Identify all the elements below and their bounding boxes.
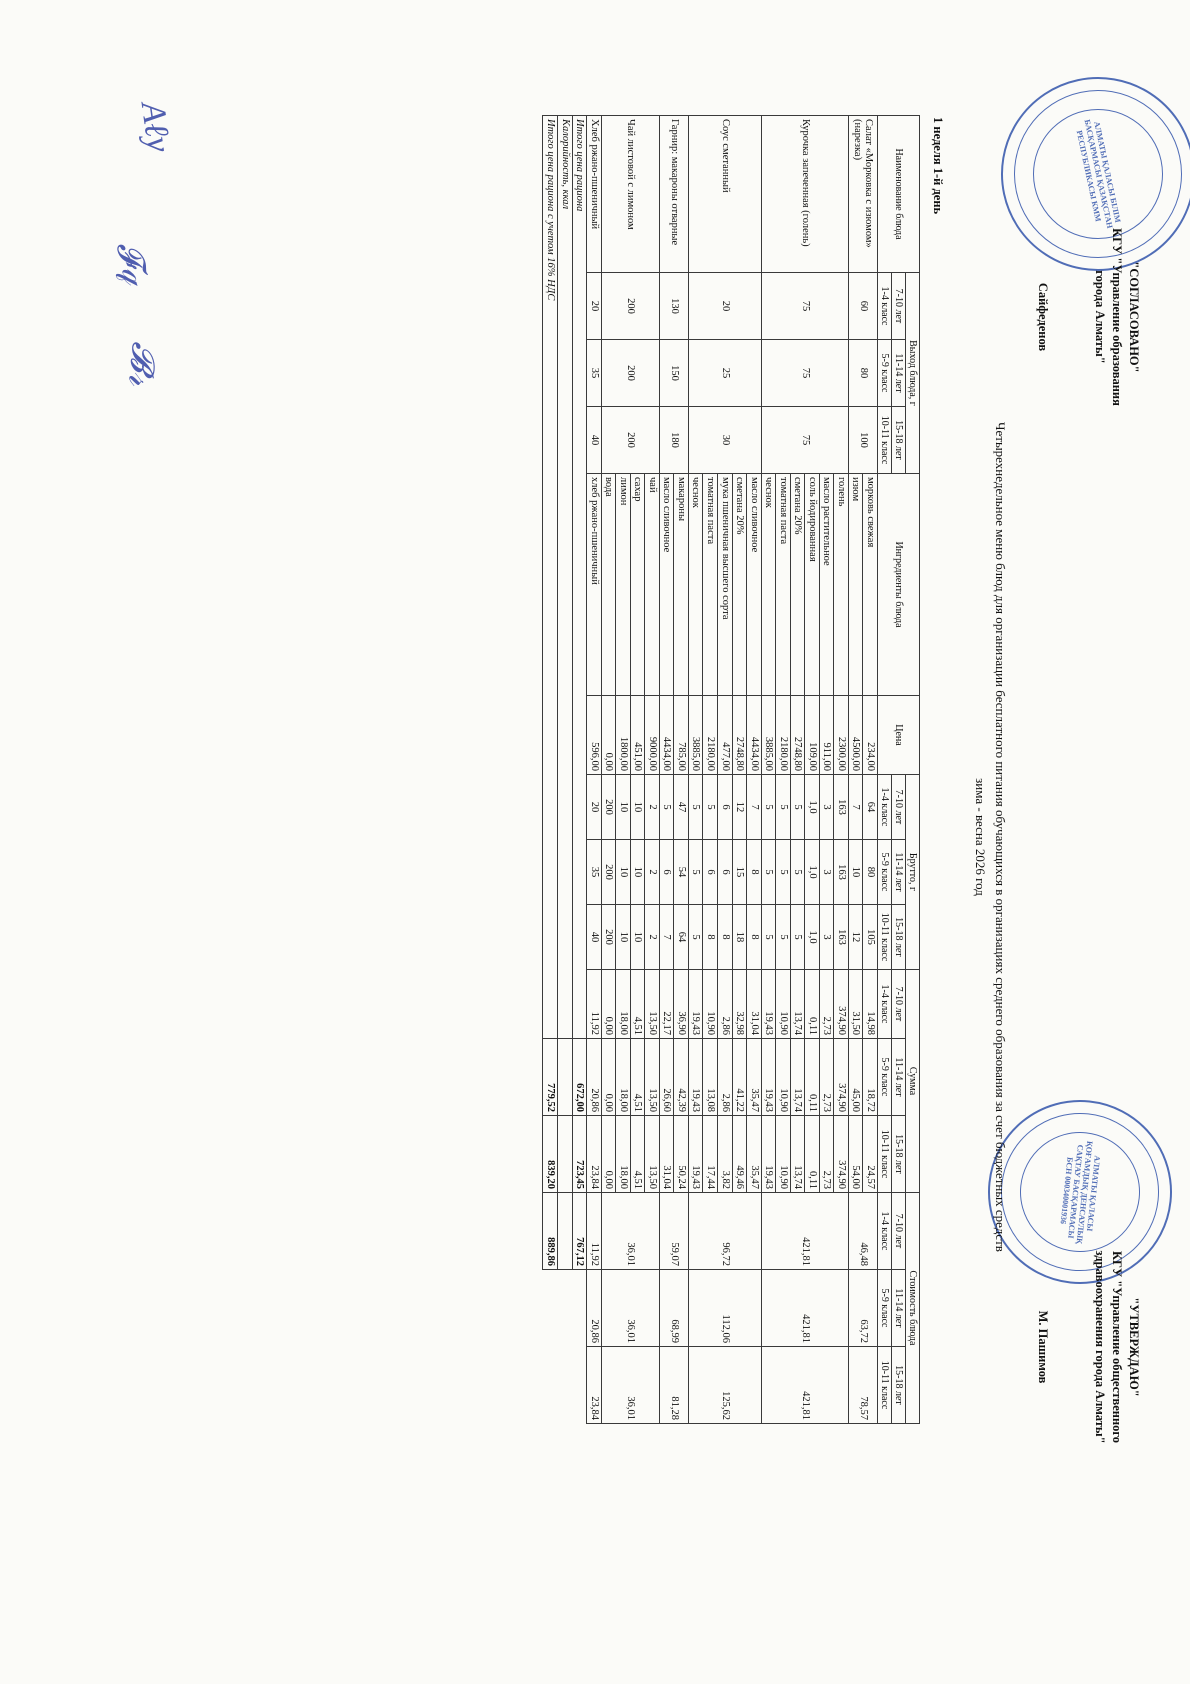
ingredient-sum-cell: 19,43	[688, 1116, 703, 1193]
stamp-text: АЛМАТЫ ҚАЛАСЫ ҚОҒАМДЫҚ ДЕНСАУЛЫҚ САҚТАУ БАСҚАРМАСЫ БСН 000340001936	[1058, 1140, 1103, 1245]
header-sum-group: Сумма	[906, 970, 920, 1193]
dish-name-cell: Соус сметанный	[688, 116, 761, 273]
approval-left-title: "СОГЛАСОВАНО"	[1127, 261, 1141, 373]
ingredient-brutto-cell: 163	[834, 905, 849, 970]
dish-output-cell: 200	[601, 407, 659, 474]
table-total-row	[572, 116, 587, 1424]
ingredient-sum-cell: 2,86	[717, 1039, 732, 1116]
ingredient-sum-cell: 13,74	[790, 1039, 805, 1116]
total-value-cell: 889,86	[543, 1193, 558, 1270]
ingredient-price-cell: 4434,00	[659, 696, 674, 775]
menu-table	[542, 115, 920, 1424]
ingredient-name-cell: изюм	[848, 474, 863, 696]
ingredient-price-cell: 2180,00	[703, 696, 718, 775]
dish-cost-cell: 11,92	[587, 1193, 602, 1270]
approval-right-line1: КГУ "Управление общественного	[1110, 1250, 1125, 1444]
handwritten-signatures	[50, 92, 180, 512]
ingredient-brutto-cell: 5	[688, 905, 703, 970]
ingredient-brutto-cell: 8	[717, 905, 732, 970]
total-value-cell: 723,45	[572, 1116, 587, 1193]
ingredient-sum-cell: 20,86	[587, 1039, 602, 1116]
ingredient-sum-cell: 35,47	[747, 1116, 762, 1193]
header-class-5-9: 5-9 класс	[878, 340, 892, 407]
ingredient-name-cell: чеснок	[761, 474, 776, 696]
header-class-5-9: 5-9 класс	[878, 840, 892, 905]
table-row	[674, 116, 689, 1424]
header-age-15-18: 15-18 лет	[892, 407, 906, 474]
ingredient-sum-cell: 0,11	[805, 1039, 820, 1116]
ingredient-brutto-cell: 2	[645, 905, 660, 970]
ingredient-brutto-cell: 5	[776, 775, 791, 840]
dish-cost-cell: 112,06	[688, 1270, 761, 1347]
ingredient-sum-cell: 42,39	[674, 1039, 689, 1116]
ingredient-brutto-cell: 2	[645, 840, 660, 905]
header-age-15-18: 15-18 лет	[892, 1116, 906, 1193]
ingredient-price-cell: 109,00	[805, 696, 820, 775]
header-class-10-11: 10-11 класс	[878, 407, 892, 474]
document-title-line1: Четырехнедельное меню блюд для организации бесплатного питания обучающихся в организациях среднего образования за счет бюджетных средств	[993, 422, 1008, 1252]
dish-output-cell: 80	[848, 340, 877, 407]
total-label-cell: Итого цена рациона с учетом 16% НДС	[543, 116, 558, 1039]
ingredient-name-cell: томатная паста	[776, 474, 791, 696]
approval-block-right	[1035, 1167, 1143, 1527]
dish-cost-cell: 63,72	[848, 1270, 877, 1347]
dish-name-cell: Курочка запеченная (голень)	[761, 116, 848, 273]
ingredient-brutto-cell: 20	[587, 775, 602, 840]
ingredient-price-cell: 2748,80	[790, 696, 805, 775]
ingredient-brutto-cell: 5	[703, 775, 718, 840]
ingredient-sum-cell: 13,08	[703, 1039, 718, 1116]
ingredient-name-cell: хлеб ржано-пшеничный	[587, 474, 602, 696]
ingredient-sum-cell: 54,00	[848, 1116, 863, 1193]
dish-cost-cell: 125,62	[688, 1347, 761, 1424]
table-row	[834, 116, 849, 1424]
ingredient-brutto-cell: 54	[674, 840, 689, 905]
ingredient-price-cell: 0,00	[601, 696, 616, 775]
dish-output-cell: 130	[659, 273, 688, 340]
ingredient-sum-cell: 2,86	[717, 970, 732, 1039]
header-age-7-10: 7-10 лет	[892, 273, 906, 340]
ingredient-name-cell: морковь свежая	[863, 474, 878, 696]
dish-output-cell: 40	[587, 407, 602, 474]
ingredient-brutto-cell: 200	[601, 840, 616, 905]
dish-output-cell: 60	[848, 273, 877, 340]
dish-name-cell: Салат «Морковка с изюмом» (нарезка)	[848, 116, 877, 273]
ingredient-brutto-cell: 80	[863, 840, 878, 905]
ingredient-brutto-cell: 5	[659, 775, 674, 840]
ingredient-price-cell: 2748,80	[732, 696, 747, 775]
dish-output-cell: 25	[688, 340, 761, 407]
total-label-cell: Калорийность, ккал	[557, 116, 572, 1039]
ingredient-name-cell: томатная паста	[703, 474, 718, 696]
ingredient-brutto-cell: 5	[688, 775, 703, 840]
approval-right-signature-name: М. Пашимов	[1036, 1310, 1051, 1384]
ingredient-sum-cell: 14,98	[863, 970, 878, 1039]
header-age-7-10: 7-10 лет	[892, 1193, 906, 1270]
dish-cost-cell: 78,57	[848, 1347, 877, 1424]
dish-output-cell: 150	[659, 340, 688, 407]
ingredient-name-cell: масло сливочное	[747, 474, 762, 696]
table-header-row-1	[906, 116, 920, 1424]
ingredient-sum-cell: 2,73	[819, 970, 834, 1039]
ingredient-name-cell: соль йодированная	[805, 474, 820, 696]
dish-output-cell: 200	[601, 273, 659, 340]
week-day-label: 1 неделя 1-й день	[931, 117, 945, 215]
ingredient-sum-cell: 45,00	[848, 1039, 863, 1116]
dish-cost-cell: 36,01	[601, 1347, 659, 1424]
dish-name-cell: Гарнир: макароны отварные	[659, 116, 688, 273]
ingredient-sum-cell: 13,50	[645, 970, 660, 1039]
ingredient-sum-cell: 11,92	[587, 970, 602, 1039]
ingredient-brutto-cell: 3	[819, 905, 834, 970]
ingredient-price-cell: 3885,00	[761, 696, 776, 775]
dish-cost-cell: 421,81	[761, 1193, 848, 1270]
ingredient-brutto-cell: 5	[776, 905, 791, 970]
ingredient-brutto-cell: 8	[703, 905, 718, 970]
total-value-cell: 672,00	[572, 1039, 587, 1116]
ingredient-sum-cell: 3,82	[717, 1116, 732, 1193]
ingredient-price-cell: 2300,00	[834, 696, 849, 775]
ingredient-brutto-cell: 6	[703, 840, 718, 905]
ingredient-name-cell: вода	[601, 474, 616, 696]
signature-scribble-2: 𝓕𝓆	[108, 238, 154, 288]
ingredient-brutto-cell: 6	[717, 840, 732, 905]
header-class-10-11: 10-11 класс	[878, 1347, 892, 1424]
header-class-1-4: 1-4 класс	[878, 970, 892, 1039]
dish-cost-cell: 421,81	[761, 1347, 848, 1424]
ingredient-brutto-cell: 200	[601, 775, 616, 840]
dish-output-cell: 20	[688, 273, 761, 340]
approval-block-left	[1035, 152, 1143, 482]
header-age-11-14: 11-14 лет	[892, 340, 906, 407]
header-brutto-group: Брутто, г	[906, 775, 920, 970]
ingredient-brutto-cell: 6	[659, 840, 674, 905]
ingredient-brutto-cell: 10	[616, 905, 631, 970]
ingredient-brutto-cell: 5	[776, 840, 791, 905]
ingredient-sum-cell: 24,57	[863, 1116, 878, 1193]
ingredient-sum-cell: 13,50	[645, 1039, 660, 1116]
dish-name-cell: Хлеб ржано-пшеничный	[587, 116, 602, 273]
header-age-15-18: 15-18 лет	[892, 1347, 906, 1424]
ingredient-sum-cell: 19,43	[761, 1039, 776, 1116]
total-value-cell: 779,52	[543, 1039, 558, 1116]
ingredient-brutto-cell: 5	[790, 840, 805, 905]
dish-output-cell: 35	[587, 340, 602, 407]
ingredient-brutto-cell: 5	[761, 840, 776, 905]
dish-output-cell: 75	[761, 407, 848, 474]
ingredient-price-cell: 4500,00	[848, 696, 863, 775]
total-value-cell	[557, 1116, 572, 1193]
table-row	[645, 116, 660, 1424]
ingredient-name-cell: сметана 20%	[732, 474, 747, 696]
ingredient-brutto-cell: 3	[819, 775, 834, 840]
header-class-1-4: 1-4 класс	[878, 1193, 892, 1270]
header-class-1-4: 1-4 класс	[878, 273, 892, 340]
ingredient-brutto-cell: 40	[587, 905, 602, 970]
ingredient-price-cell: 1800,00	[616, 696, 631, 775]
table-total-row	[543, 116, 558, 1424]
ingredient-sum-cell: 0,11	[805, 1116, 820, 1193]
ingredient-price-cell: 2180,00	[776, 696, 791, 775]
dish-cost-cell: 23,84	[587, 1347, 602, 1424]
header-class-1-4: 1-4 класс	[878, 775, 892, 840]
dish-cost-cell: 36,01	[601, 1270, 659, 1347]
dish-output-cell: 200	[601, 340, 659, 407]
header-ingredients: Ингредиенты блюда	[878, 474, 920, 696]
total-value-cell	[557, 1193, 572, 1270]
ingredient-sum-cell: 31,04	[659, 1116, 674, 1193]
header-class-10-11: 10-11 класс	[878, 905, 892, 970]
ingredient-sum-cell: 18,72	[863, 1039, 878, 1116]
ingredient-sum-cell: 0,00	[601, 1116, 616, 1193]
ingredient-sum-cell: 2,73	[819, 1116, 834, 1193]
ingredient-brutto-cell: 64	[674, 905, 689, 970]
table-row	[587, 116, 602, 1424]
dish-cost-cell: 36,01	[601, 1193, 659, 1270]
ingredient-price-cell: 451,00	[630, 696, 645, 775]
ingredient-sum-cell: 18,00	[616, 970, 631, 1039]
signature-scribble-3: 𝓑𝓇	[120, 340, 163, 389]
ingredient-sum-cell: 10,90	[703, 970, 718, 1039]
ingredient-price-cell: 911,00	[819, 696, 834, 775]
ingredient-sum-cell: 35,47	[747, 1039, 762, 1116]
ingredient-name-cell: мука пшеничная высшего сорта	[717, 474, 732, 696]
total-label-cell: Итого цена рациона	[572, 116, 587, 1039]
ingredient-sum-cell: 31,04	[747, 970, 762, 1039]
dish-output-cell: 100	[848, 407, 877, 474]
ingredient-brutto-cell: 15	[732, 840, 747, 905]
table-row	[863, 116, 878, 1424]
dish-output-cell: 180	[659, 407, 688, 474]
ingredient-sum-cell: 13,74	[790, 970, 805, 1039]
ingredient-sum-cell: 31,50	[848, 970, 863, 1039]
ingredient-price-cell: 9000,00	[645, 696, 660, 775]
ingredient-price-cell: 234,00	[863, 696, 878, 775]
dish-cost-cell: 59,07	[659, 1193, 688, 1270]
ingredient-brutto-cell: 1,0	[805, 905, 820, 970]
approval-right-title: "УТВЕРЖДАЮ"	[1127, 1297, 1141, 1397]
ingredient-price-cell: 4434,00	[747, 696, 762, 775]
ingredient-sum-cell: 4,51	[630, 1116, 645, 1193]
ingredient-brutto-cell: 12	[848, 905, 863, 970]
document-title-line2: зима - весна 2026 год	[973, 778, 989, 896]
approval-left-line2: города Алматы"	[1093, 270, 1108, 364]
ingredient-brutto-cell: 5	[761, 905, 776, 970]
ingredient-name-cell: масло растительное	[819, 474, 834, 696]
dish-cost-cell: 421,81	[761, 1270, 848, 1347]
ingredient-brutto-cell: 7	[848, 775, 863, 840]
ingredient-sum-cell: 19,43	[688, 970, 703, 1039]
dish-cost-cell: 20,86	[587, 1270, 602, 1347]
header-age-11-14: 11-14 лет	[892, 840, 906, 905]
ingredient-brutto-cell: 5	[790, 905, 805, 970]
ingredient-brutto-cell: 12	[732, 775, 747, 840]
ingredient-name-cell: макароны	[674, 474, 689, 696]
ingredient-price-cell: 477,00	[717, 696, 732, 775]
signature-scribble-1: Aℓy	[133, 99, 178, 155]
ingredient-brutto-cell: 200	[601, 905, 616, 970]
stamp-text: АЛМАТЫ ҚАЛАСЫ БІЛІМ БАСҚАРМАСЫ ҚАЗАҚСТАН РЕСПУБЛИКАСЫ КММ	[1075, 118, 1123, 230]
header-age-15-18: 15-18 лет	[892, 905, 906, 970]
ingredient-sum-cell: 23,84	[587, 1116, 602, 1193]
ingredient-sum-cell: 18,00	[616, 1039, 631, 1116]
document-title	[971, 362, 1010, 1312]
ingredient-brutto-cell: 8	[747, 840, 762, 905]
ingredient-sum-cell: 41,22	[732, 1039, 747, 1116]
ingredient-sum-cell: 50,24	[674, 1116, 689, 1193]
ingredient-sum-cell: 22,17	[659, 970, 674, 1039]
header-age-11-14: 11-14 лет	[892, 1039, 906, 1116]
dish-cost-cell: 68,99	[659, 1270, 688, 1347]
ingredient-price-cell: 3885,00	[688, 696, 703, 775]
approval-left-line1: КГУ "Управление образования	[1110, 228, 1125, 406]
ingredient-brutto-cell: 163	[834, 775, 849, 840]
ingredient-brutto-cell: 10	[630, 905, 645, 970]
ingredient-brutto-cell: 10	[630, 775, 645, 840]
dish-output-cell: 75	[761, 273, 848, 340]
dish-name-cell: Чай листовой с лимоном	[601, 116, 659, 273]
approval-right-line2: здравоохранения города Алматы"	[1093, 1250, 1108, 1444]
ingredient-sum-cell: 32,98	[732, 970, 747, 1039]
ingredient-price-cell: 596,00	[587, 696, 602, 775]
ingredient-sum-cell: 374,90	[834, 970, 849, 1039]
ingredient-brutto-cell: 18	[732, 905, 747, 970]
header-class-10-11: 10-11 класс	[878, 1116, 892, 1193]
ingredient-brutto-cell: 6	[717, 775, 732, 840]
ingredient-name-cell: масло сливочное	[659, 474, 674, 696]
ingredient-sum-cell: 36,90	[674, 970, 689, 1039]
dish-cost-cell: 96,72	[688, 1193, 761, 1270]
menu-table-body	[543, 116, 878, 1424]
table-total-row	[557, 116, 572, 1424]
ingredient-brutto-cell: 10	[848, 840, 863, 905]
ingredient-name-cell: сметана 20%	[790, 474, 805, 696]
approval-left-signature-name: Сайфеденов	[1036, 282, 1051, 352]
ingredient-price-cell: 785,00	[674, 696, 689, 775]
ingredient-brutto-cell: 10	[630, 840, 645, 905]
dish-output-cell: 75	[761, 340, 848, 407]
ingredient-sum-cell: 0,00	[601, 970, 616, 1039]
total-value-cell: 767,12	[572, 1193, 587, 1270]
ingredient-brutto-cell: 64	[863, 775, 878, 840]
header-age-7-10: 7-10 лет	[892, 970, 906, 1039]
ingredient-sum-cell: 26,60	[659, 1039, 674, 1116]
ingredient-brutto-cell: 10	[616, 840, 631, 905]
dish-cost-cell: 81,28	[659, 1347, 688, 1424]
ingredient-sum-cell: 2,73	[819, 1039, 834, 1116]
ingredient-sum-cell: 18,00	[616, 1116, 631, 1193]
total-value-cell	[557, 1039, 572, 1116]
ingredient-sum-cell: 13,50	[645, 1116, 660, 1193]
dish-cost-cell: 46,48	[848, 1193, 877, 1270]
ingredient-sum-cell: 17,44	[703, 1116, 718, 1193]
ingredient-sum-cell: 10,90	[776, 1039, 791, 1116]
ingredient-sum-cell: 10,90	[776, 970, 791, 1039]
ingredient-sum-cell: 0,11	[805, 970, 820, 1039]
ingredient-brutto-cell: 163	[834, 840, 849, 905]
header-age-7-10: 7-10 лет	[892, 775, 906, 840]
ingredient-brutto-cell: 1,0	[805, 775, 820, 840]
ingredient-sum-cell: 0,00	[601, 1039, 616, 1116]
ingredient-brutto-cell: 2	[645, 775, 660, 840]
ingredient-brutto-cell: 8	[747, 905, 762, 970]
ingredient-sum-cell: 4,51	[630, 970, 645, 1039]
ingredient-sum-cell: 19,43	[688, 1039, 703, 1116]
ingredient-brutto-cell: 105	[863, 905, 878, 970]
ingredient-brutto-cell: 1,0	[805, 840, 820, 905]
ingredient-name-cell: сахар	[630, 474, 645, 696]
header-class-5-9: 5-9 класс	[878, 1039, 892, 1116]
ingredient-brutto-cell: 47	[674, 775, 689, 840]
ingredient-brutto-cell: 5	[688, 840, 703, 905]
header-cost-group: Стоимость блюда	[906, 1193, 920, 1424]
ingredient-brutto-cell: 5	[790, 775, 805, 840]
ingredient-brutto-cell: 3	[819, 840, 834, 905]
ingredient-brutto-cell: 7	[747, 775, 762, 840]
header-class-5-9: 5-9 класс	[878, 1270, 892, 1347]
ingredient-sum-cell: 10,90	[776, 1116, 791, 1193]
ingredient-sum-cell: 374,90	[834, 1116, 849, 1193]
ingredient-sum-cell: 19,43	[761, 1116, 776, 1193]
ingredient-sum-cell: 374,90	[834, 1039, 849, 1116]
ingredient-name-cell: чай	[645, 474, 660, 696]
ingredient-brutto-cell: 35	[587, 840, 602, 905]
dish-output-cell: 30	[688, 407, 761, 474]
ingredient-sum-cell: 19,43	[761, 970, 776, 1039]
ingredient-sum-cell: 49,46	[732, 1116, 747, 1193]
ingredient-name-cell: чеснок	[688, 474, 703, 696]
ingredient-brutto-cell: 10	[616, 775, 631, 840]
header-dish-name: Наименование блюда	[878, 116, 920, 273]
header-age-11-14: 11-14 лет	[892, 1270, 906, 1347]
ingredient-sum-cell: 13,74	[790, 1116, 805, 1193]
ingredient-name-cell: голень	[834, 474, 849, 696]
total-value-cell: 839,20	[543, 1116, 558, 1193]
dish-output-cell: 20	[587, 273, 602, 340]
header-output-group: Выход блюда, г	[906, 273, 920, 474]
header-price: Цена	[878, 696, 920, 775]
ingredient-sum-cell: 4,51	[630, 1039, 645, 1116]
ingredient-brutto-cell: 7	[659, 905, 674, 970]
table-row	[747, 116, 762, 1424]
ingredient-name-cell: лимон	[616, 474, 631, 696]
ingredient-brutto-cell: 5	[761, 775, 776, 840]
